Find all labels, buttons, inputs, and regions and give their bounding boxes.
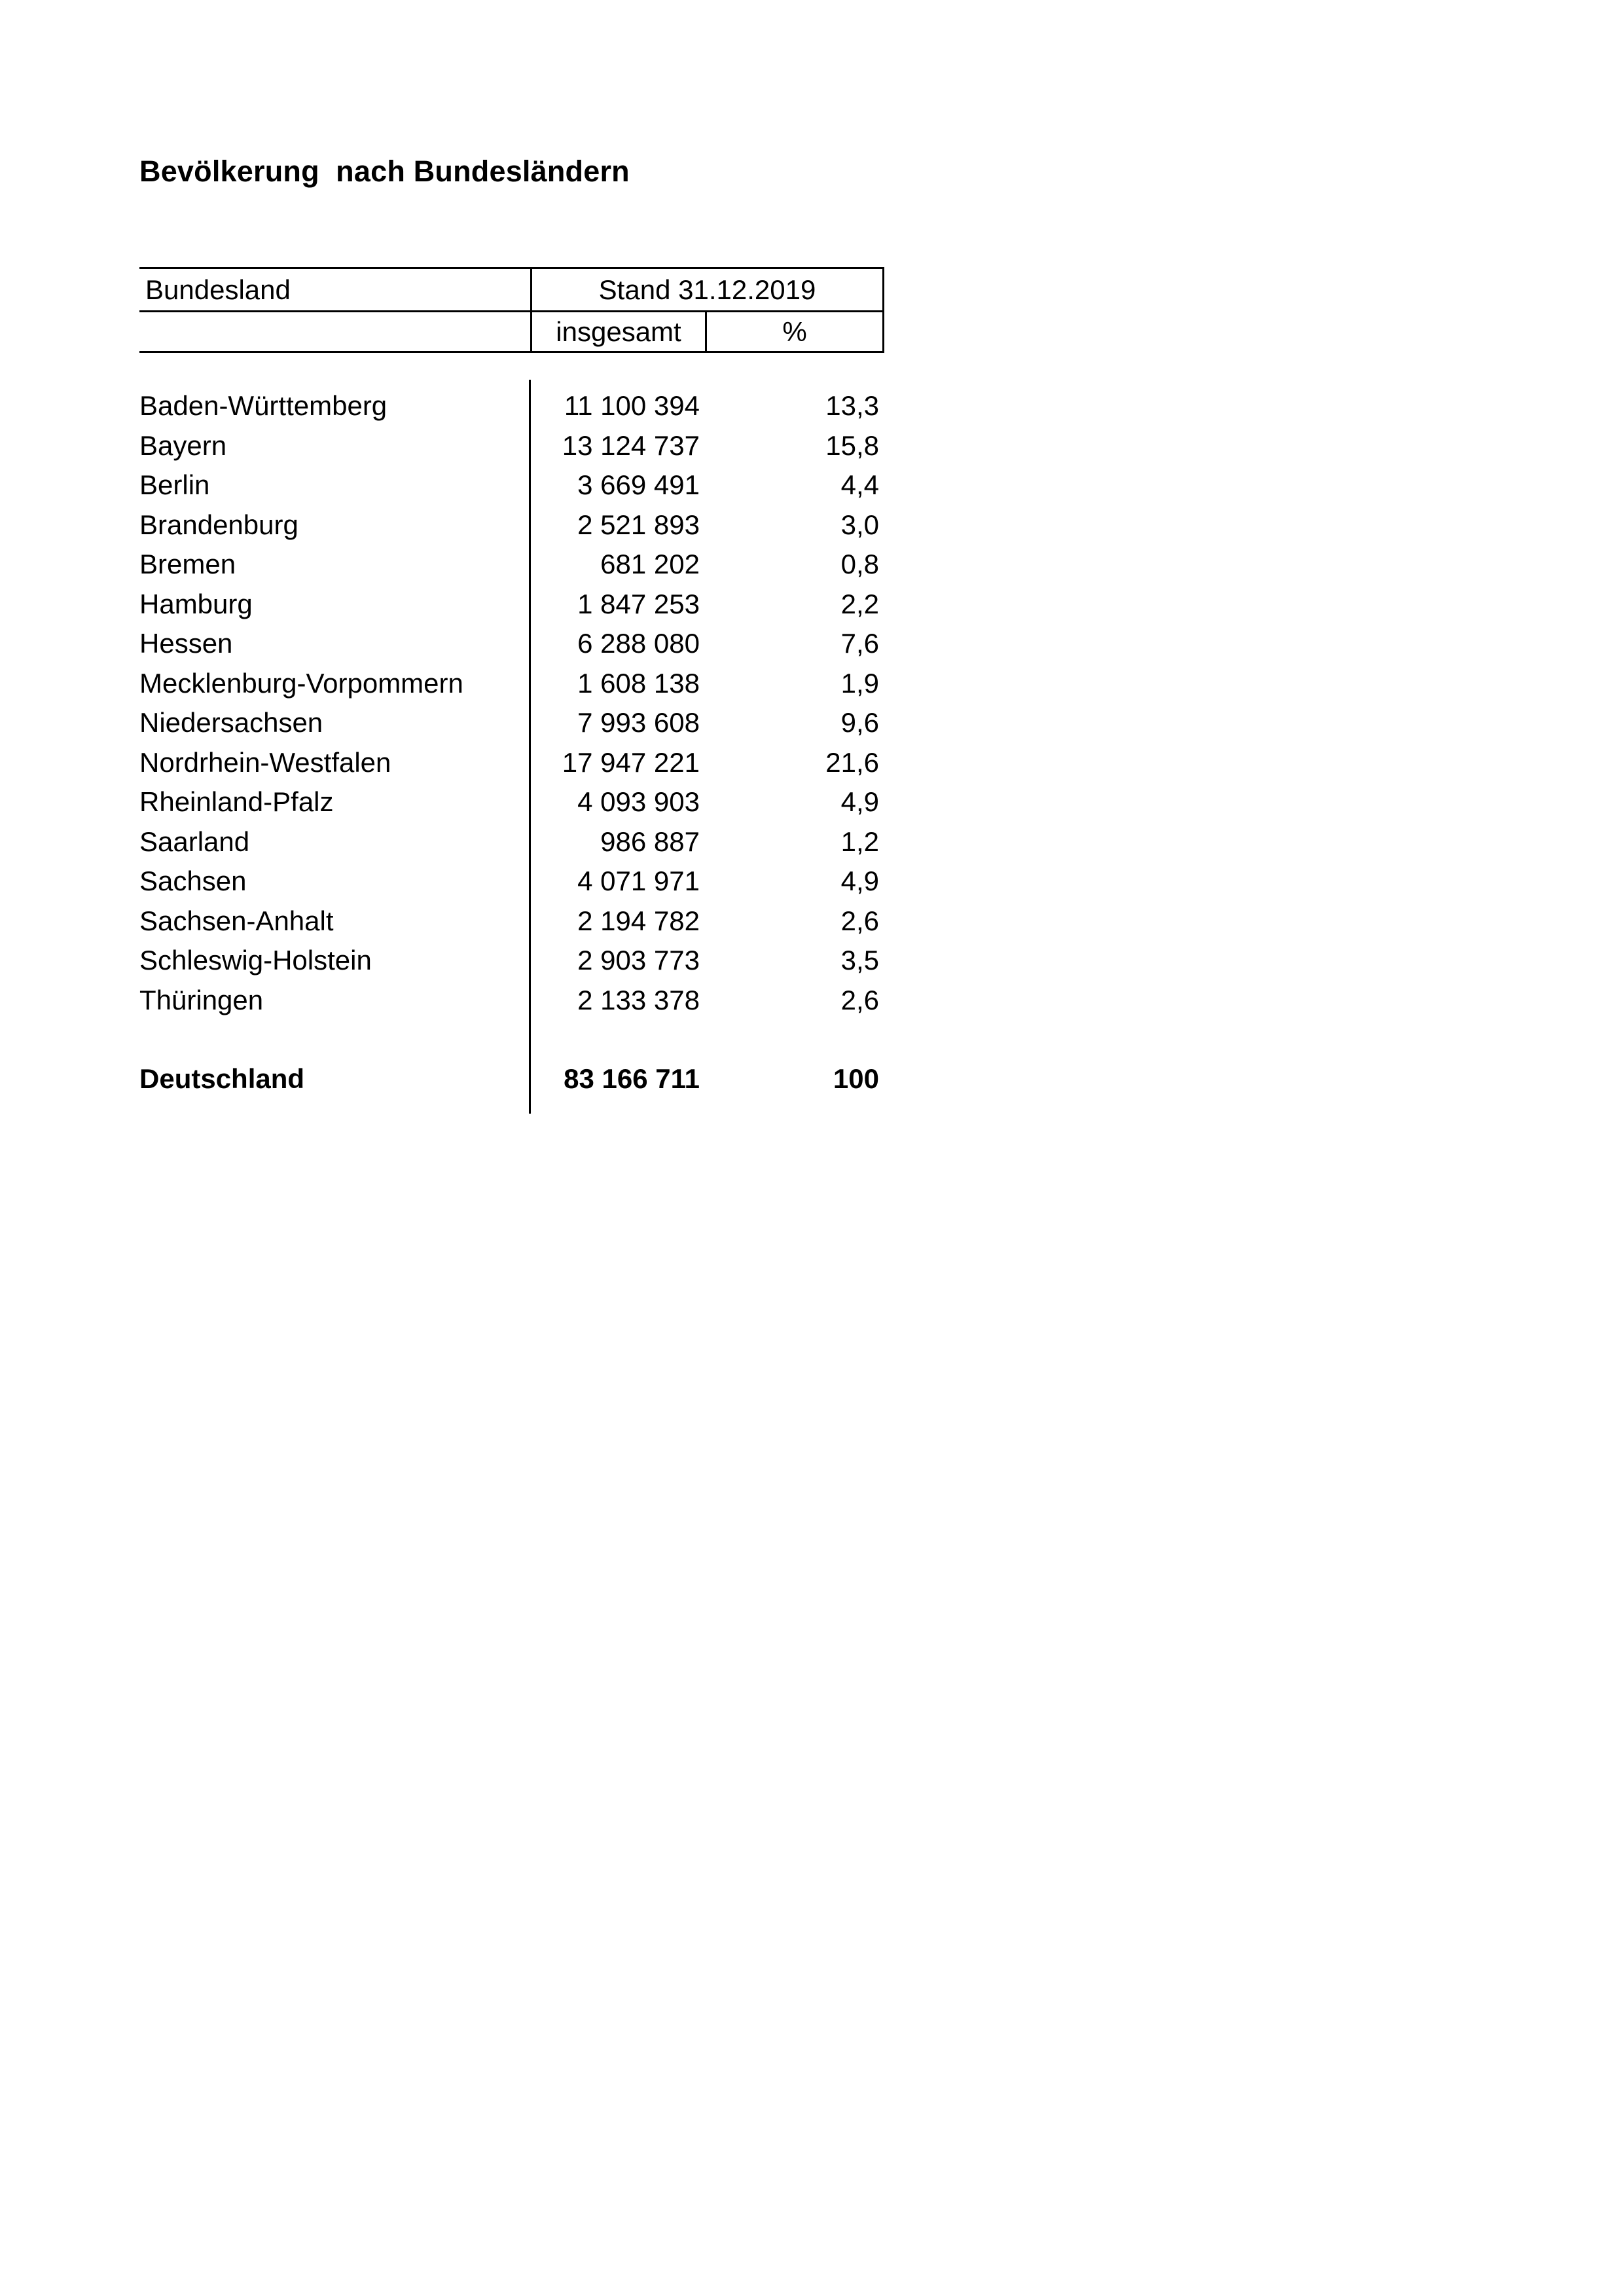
cell-bundesland-name: Baden-Württemberg	[139, 390, 387, 421]
cell-bundesland-name: Mecklenburg-Vorpommern	[139, 667, 463, 699]
header-cell-insgesamt: insgesamt	[530, 312, 707, 351]
cell-population-percent: 4,9	[840, 866, 879, 896]
cell-population-percent: 100	[833, 1063, 879, 1094]
cell-bundesland-name: Rheinland-Pfalz	[139, 786, 334, 817]
cell-population-percent: 4,4	[840, 469, 879, 500]
cell-population-total: 4 071 971	[577, 866, 700, 896]
cell-population-total: 2 133 378	[577, 984, 700, 1015]
cell-population-percent: 3,0	[840, 509, 879, 540]
cell-population-percent: 2,2	[840, 588, 879, 619]
population-table	[139, 267, 884, 1103]
cell-bundesland-name: Brandenburg	[139, 509, 298, 540]
table-row	[139, 549, 884, 589]
header-cell-blank	[139, 312, 530, 351]
cell-population-total: 1 847 253	[577, 588, 700, 619]
cell-population-percent: 9,6	[840, 707, 879, 738]
cell-population-total: 986 887	[600, 826, 700, 857]
cell-population-percent: 2,6	[840, 984, 879, 1015]
cell-population-total: 4 093 903	[577, 786, 700, 817]
cell-bundesland-name: Saarland	[139, 826, 250, 857]
table-row	[139, 469, 884, 509]
table-row-total	[139, 1063, 884, 1103]
table-row	[139, 945, 884, 985]
cell-population-total: 2 194 782	[577, 905, 700, 936]
cell-bundesland-name: Hamburg	[139, 588, 253, 619]
table-header-row-top	[139, 269, 884, 312]
table-row	[139, 747, 884, 787]
header-cell-percent: %	[782, 316, 807, 347]
cell-bundesland-name: Schleswig-Holstein	[139, 945, 372, 975]
cell-bundesland-name: Hessen	[139, 628, 233, 659]
cell-population-percent: 7,6	[840, 628, 879, 659]
cell-population-total: 1 608 138	[577, 667, 700, 699]
cell-bundesland-name: Bremen	[139, 549, 236, 579]
cell-population-percent: 2,6	[840, 905, 879, 936]
table-row	[139, 390, 884, 430]
column-divider	[529, 380, 531, 1114]
table-row	[139, 985, 884, 1025]
table-row	[139, 866, 884, 905]
cell-population-percent: 1,2	[840, 826, 879, 857]
cell-population-total: 7 993 608	[577, 707, 700, 738]
cell-population-total: 11 100 394	[564, 390, 700, 421]
cell-population-total: 17 947 221	[562, 746, 700, 778]
cell-population-percent: 15,8	[825, 429, 879, 461]
cell-population-total: 6 288 080	[577, 628, 700, 659]
cell-bundesland-name: Thüringen	[139, 984, 264, 1015]
cell-bundesland-name: Deutschland	[139, 1063, 305, 1094]
cell-bundesland-name: Nordrhein-Westfalen	[139, 746, 391, 778]
table-body	[139, 390, 884, 1103]
cell-population-percent: 0,8	[840, 549, 879, 579]
cell-population-total: 681 202	[600, 549, 700, 579]
table-row	[139, 826, 884, 866]
page-title: Bevölkerung nach Bundesländern	[139, 155, 630, 188]
cell-bundesland-name: Sachsen	[139, 866, 247, 896]
table-row	[139, 707, 884, 747]
table-header-row-bottom	[139, 312, 884, 353]
table-row	[139, 628, 884, 668]
cell-population-percent: 13,3	[825, 390, 879, 421]
header-cell-bundesland: Bundesland	[145, 274, 291, 305]
cell-bundesland-name: Niedersachsen	[139, 707, 323, 738]
table-row	[139, 509, 884, 549]
cell-population-percent: 3,5	[840, 945, 879, 975]
cell-population-total: 3 669 491	[577, 469, 700, 500]
table-row	[139, 786, 884, 826]
table-row-spacer	[139, 1024, 884, 1063]
cell-population-percent: 1,9	[840, 667, 879, 699]
cell-population-percent: 21,6	[825, 746, 879, 778]
cell-population-total: 13 124 737	[562, 429, 700, 461]
table-header	[139, 267, 884, 353]
cell-population-total: 2 903 773	[577, 945, 700, 975]
cell-bundesland-name: Sachsen-Anhalt	[139, 905, 334, 936]
cell-bundesland-name: Bayern	[139, 429, 227, 461]
cell-bundesland-name: Berlin	[139, 469, 210, 500]
cell-population-total: 2 521 893	[577, 509, 700, 540]
header-cell-stand: Stand 31.12.2019	[530, 269, 882, 310]
cell-population-total: 83 166 711	[564, 1063, 700, 1094]
table-row	[139, 589, 884, 629]
table-row	[139, 905, 884, 945]
table-row	[139, 430, 884, 470]
cell-population-percent: 4,9	[840, 786, 879, 817]
table-row	[139, 668, 884, 708]
